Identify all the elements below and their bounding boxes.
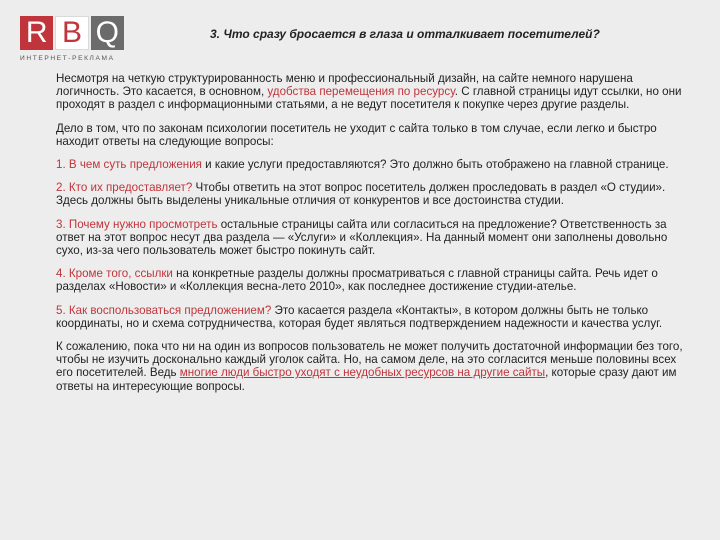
question-1: [56, 158, 696, 171]
question-1-text: и какие услуги предоставляются? Это должно быть отображено на главной странице.: [201, 158, 669, 172]
question-4: [56, 267, 696, 293]
question-3-highlight: 3. Почему нужно просмотреть: [56, 217, 218, 231]
question-2: [56, 181, 696, 207]
intro-text-a: Несмотря на четкую структурированность меню и профессиональный дизайн, на сайте немного нарушена логичность. Это касается, в основном,: [56, 72, 633, 99]
question-3: [56, 218, 696, 258]
question-5-highlight: 5. Как воспользоваться предложением?: [56, 303, 272, 317]
question-2-text: Чтобы ответить на этот вопрос посетитель должен проследовать в раздел «О студии». Здесь должны быть выделены уникальные отличия от конкурентов и все достоинства студии.: [56, 181, 666, 208]
rbq-logo: [20, 16, 126, 62]
slide-title: 3. Что сразу бросается в глаза и отталкивает посетителей?: [210, 27, 600, 41]
logo-letter-b: B: [55, 16, 88, 50]
question-5-text: Это касается раздела «Контакты», в котором должны быть не только координаты, но и схема сотрудничества, которая будет являться подтверждением надежности и качества услуг.: [56, 303, 663, 330]
question-4-text: на конкретные разделы должны просматриваться с главной страницы сайта. Речь идет о разделах «Новости» и «Коллекция весна-лето 2010», как последнее достижение студии-ателье.: [56, 267, 658, 294]
logo-letter-q: Q: [91, 16, 124, 50]
psychology-paragraph: Дело в том, что по законам психологии посетитель не уходит с сайта только в том случае, если легко и быстро находит ответы на следующие вопросы:: [56, 121, 657, 148]
question-3-text: остальные страницы сайта или согласиться на предложение? Ответственность за ответ на этот вопрос несут два раздела — «Услуги» и «Коллекция». На данный момент они заполнены довольно сухо, из-за чего пользователь может быстро покинуть сайт.: [56, 217, 668, 258]
question-4-highlight: 4. Кроме того, ссылки: [56, 267, 173, 281]
slide-body: [56, 72, 696, 403]
conclusion-text-b: , которые сразу дают им ответы на интересующие вопросы.: [56, 366, 677, 393]
intro-text-b: . С главной страницы идут ссылки, но они проходят в раздел с информационными статьями, а не ведут посетителя к покупке через другие разделы.: [56, 85, 682, 112]
logo-letter-r: R: [20, 16, 53, 50]
question-2-highlight: 2. Кто их предоставляет?: [56, 181, 193, 195]
logo-tagline: ИНТЕРНЕТ-РЕКЛАМА: [20, 55, 115, 62]
conclusion-paragraph: [56, 340, 696, 393]
navigation-highlight: удобства перемещения по ресурсу: [267, 85, 455, 99]
question-5: [56, 304, 696, 330]
conclusion-text-a: К сожалению, пока что ни на один из вопросов пользователь не может получить достаточной информации без того, чтобы не изучить досконально каждый уголок сайта. Но, на самом деле, на это согласится меньше половины всех его посетителей. Ведь: [56, 340, 683, 380]
question-1-highlight: 1. В чем суть предложения: [56, 158, 202, 172]
intro-paragraph: [56, 72, 696, 112]
conclusion-highlight: многие люди быстро уходят с неудобных ресурсов на другие сайты: [179, 366, 546, 380]
